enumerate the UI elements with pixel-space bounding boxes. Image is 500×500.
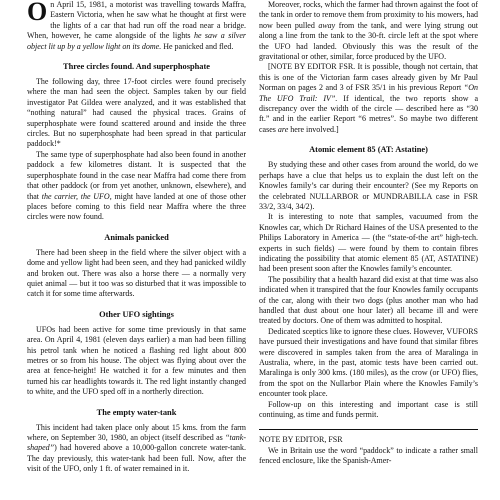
drop-cap: O <box>27 0 48 26</box>
paragraph-knowles-clue: By studying these and other cases from around the world, do we perhaps have a clue that helps us to explain the dust left on the Knowles family’s car during their encounter? (See my Reports on the celebrated NULLARBOR or MUNDRABILLA case in FSR 33/2, 33/4, 34/2). <box>259 160 478 211</box>
heading-empty-water-tank: The empty water-tank <box>96 407 177 417</box>
paragraph-water-tank: This incident had taken place only about 15 kms. from the farm where, on September 30, 1980, an object (itself described as “tank-shaped”) had hovered above a 10,000-gallon concrete water-tank. The day previously, this water-tank had been full. Now, after the visit of the UFO, only 1 ft. of water remained in it. <box>27 422 246 474</box>
footnote-text: We in Britain use the word “paddock” to indicate a rather small fenced enclosure, like the Spanish-Amer- <box>259 445 478 466</box>
editor-note: [NOTE BY EDITOR FSR. It is possible, though not certain, that this is one of the Victorian farm cases already given by Mr Paul Norman on pages 2 and 3 of FSR 35/1 in his previous Report “On The UFO Trail: IV”. If identical, the two reports show a discrepancy over the width of the circle — described here as “30 ft.” and in the earlier Report “6 metres”. So maybe two different cases are here involved.] <box>259 62 478 134</box>
paragraph-rocks: Moreover, rocks, which the farmer had thrown against the foot of the tank in order to remove them from proximity to his mowers, had now been pulled away from the tank, and were lying strung out along a line from the tank to the 30-ft. circle left at the spot where the UFO had landed. Obviously this was the result of the gravitational or other, similar, force produced by the UFO. <box>259 0 478 62</box>
paragraph-maralinga: Dedicated sceptics like to ignore these clues. However, VUFORS have pursued their investigations and have found that similar fibres were discovered in samples taken from the area of Maralinga in Australia, where, in the past, atomic tests have been carried out. Maralinga is only 300 kms. (180 miles), as the crow (or UFO) flies, from the spot on the Nullarbor Plain where the Knowles Family’s encounter took place. <box>259 326 478 399</box>
right-column <box>259 0 478 500</box>
paragraph-circles-found: The following day, three 17-foot circles were found precisely where the man had seen the object. Samples taken by our field investigator Pat Gildea were analyzed, and it was established that “nothing natural” had caused the physical traces. Grains of superphosphate were found scattered around and inside the three circles. But no superphosphate had been spread in that particular paddock!* <box>27 77 246 149</box>
paragraph-animals: There had been sheep in the field where the silver object with a dome and yellow light had been seen, and they had panicked wildly and broken out. There was also a horse there — a normally very quiet animal — but it too was so disturbed that it was impossible to catch it for some time afterwards. <box>27 247 246 299</box>
paragraph-other-sightings: UFOs had been active for some time previously in that same area. On April 4, 1981 (eleven days earlier) a man had been filling his petrol tank when he noticed a flashing red light about 800 metres or so from his house. The object was flying about over the area at fence-height! He watched it for a few minutes and then turned his car headlights towards it. The red light instantly changed to white, and the UFO sped off in a northerly direction. <box>27 324 246 397</box>
heading-atomic-element: Atomic element 85 (AT: Astatine) <box>309 145 428 155</box>
heading-other-ufo-sightings: Other UFO sightings <box>99 309 174 319</box>
heading-animals-panicked: Animals panicked <box>104 232 169 242</box>
left-column <box>27 0 246 500</box>
paragraph-health-hazard: The possibility that a health hazard did exist at that time was also indicated when it transpired that the four Knowles family occupants of the car, along with their two dogs (plus another man who had handled that dust about one hour later) all became ill and were treated by doctors. One of them was admitted to hospital. <box>259 274 478 326</box>
heading-three-circles: Three circles found. And superphosphate <box>63 62 210 72</box>
footnote-heading: NOTE BY EDITOR, FSR <box>259 435 343 445</box>
paragraph-superphosphate: The same type of superphosphate had also been found in another paddock a few kilometres distant. It is suspected that the superphosphate found in the case near Maffra had come there from that other paddock (or from yet another, unknown, elsewhere), and that the carrier, the UFO, might have landed at one of those other places before coming to this field near Maffra where the three circles were now found. <box>27 149 246 222</box>
paragraph-samples: It is interesting to note that samples, vacuumed from the Knowles car, which Dr Richard Haines of the USA presented to the Philips Laboratory in America — (the “state-of-the art” high-tech. experts in such fields) — were found by them to contain fibres indicating the possibility that atomic element 85 (AT, ASTATINE) had been present soon after the Knowles family’s encounter. <box>259 212 478 274</box>
paragraph-follow-up: Follow-up on this interesting and important case is still continuing, as time and funds permit. <box>259 399 478 420</box>
intro-paragraph: On April 15, 1981, a motorist was travelling towards Maffra, Eastern Victoria, when he saw what he thought at first were the lights of a car that had run off the road near a bridge. When, however, he came alongside of the lights he saw a silver object lit up by a yellow light on its dome. He panicked and fled. <box>27 0 246 51</box>
